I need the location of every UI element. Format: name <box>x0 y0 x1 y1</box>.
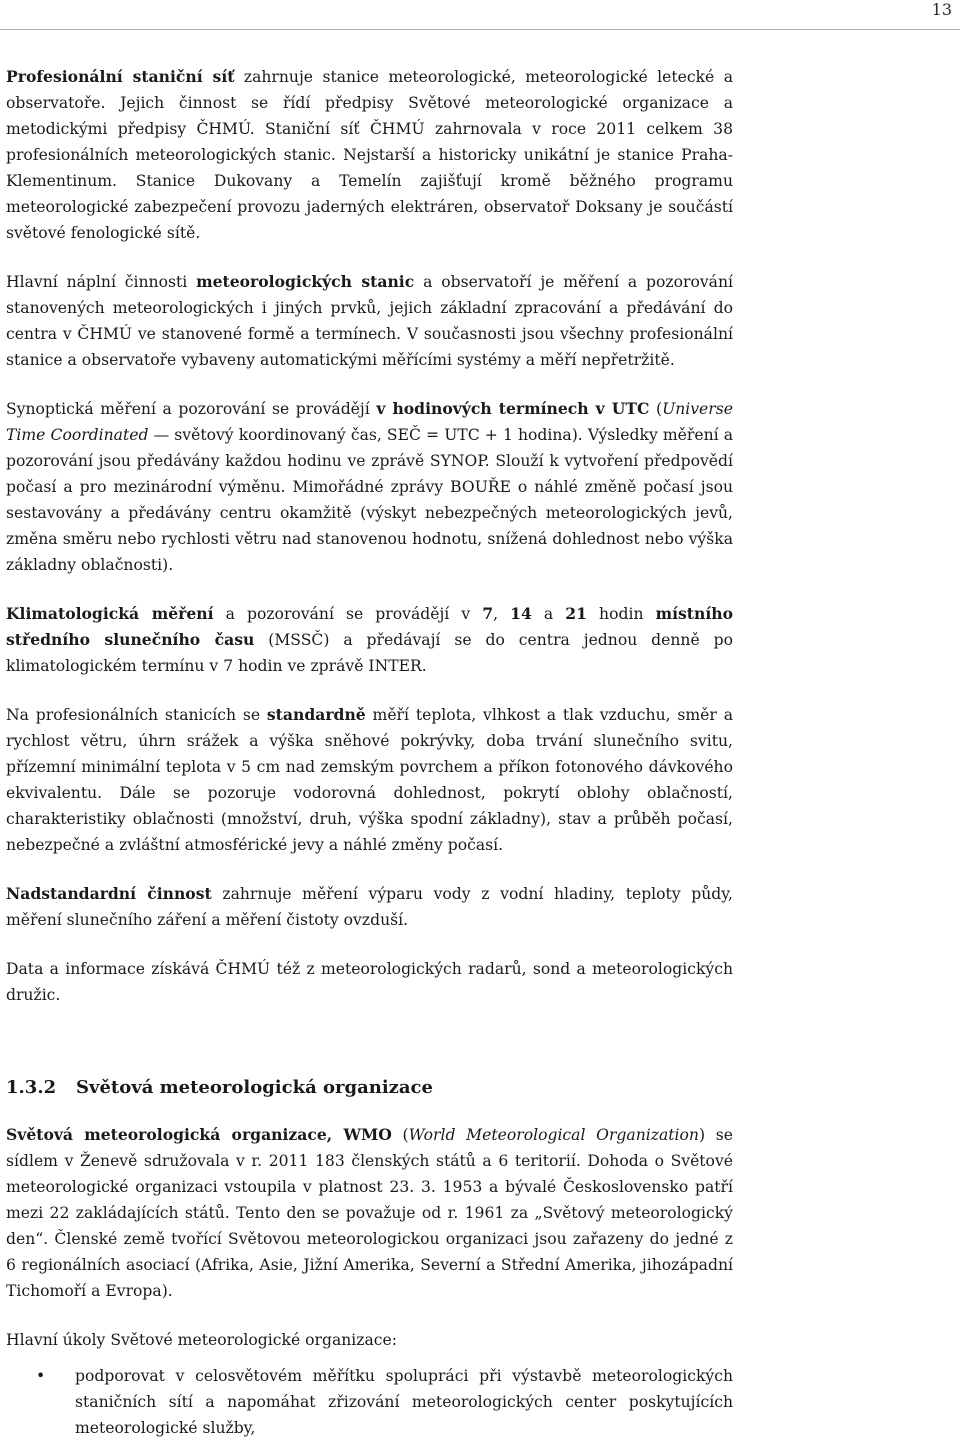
paragraph-extra-activity <box>6 881 733 933</box>
list-item-text: podporovat v celosvětovém měřítku spolupráci při výstavbě meteorologických staničních sítí a napomáhat zřizování meteorologických center poskytujících meteorologické služby, <box>75 1367 733 1437</box>
hour-14: 14 <box>510 604 532 623</box>
list-item <box>6 1363 733 1441</box>
paragraph-professional-network <box>6 64 733 246</box>
text: ( <box>391 1126 409 1144</box>
text: , <box>493 605 511 623</box>
text: a observatoří je měření a pozorování stanovených meteorologických i jiných prvků, jejich základní zpracování a předávání do centra v ČHMÚ ve stanovené formě a termínech. V současnosti jsou všechny profesionální stanice a observatoře vybaveny automatickými měřícími systémy a měří nepřetržitě. <box>6 273 733 369</box>
paragraph-station-duties <box>6 269 733 373</box>
term-professional-network: Profesionální staniční síť <box>6 67 235 86</box>
text: Hlavní úkoly Světové meteorologické organizace: <box>6 1331 398 1349</box>
text: zahrnuje stanice meteorologické, meteorologické letecké a observatoře. Jejich činnost se řídí předpisy Světové meteorologické organizace a metodickými předpisy ČHMÚ. Staniční síť ČHMÚ zahrnovala v roce 2011 celkem 38 profesionálních meteorologických stanic. Nejstarší a historicky unikátní je stanice Praha-Klementinum. Stanice Dukovany a Temelín zajišťují kromě běžného programu meteorologické zabezpečení provozu jaderných elektráren, observatoř Doksany je součástí světové fenologické sítě. <box>6 68 733 242</box>
paragraph-wmo-tasks-intro <box>6 1327 733 1353</box>
hour-7: 7 <box>482 604 494 623</box>
term-local-mean-solar-time: místního středního slunečního času <box>6 604 733 649</box>
text: hodin <box>586 605 656 623</box>
text: ) se sídlem v Ženevě sdružovala v r. 2011 183 členských států a 6 teritorií. Dohoda o Světové meteorologické organizaci vstoupila v platnost 23. 3. 1953 a bývalé Československo patří mezi 22 zakládajících států. Tento den se považuje od r. 1961 za „Světový meteorologický den“. Členské země tvořící Světovou meteorologickou organizaci jsou zařazeny do jedné z 6 regionálních asociací (Afrika, Asie, Jižní Amerika, Severní a Střední Amerika, jihozápadní Tichomoří a Evropa). <box>6 1126 733 1300</box>
section-heading <box>6 1076 733 1100</box>
term-climatological: Klimatologická měření <box>6 604 214 623</box>
term-extra-activity: Nadstandardní činnost <box>6 884 212 903</box>
paragraph-climatological <box>6 601 733 679</box>
text: a pozorování se provádějí v <box>213 605 483 623</box>
text: Hlavní náplní činnosti <box>6 273 197 291</box>
document-body <box>6 64 733 1441</box>
text: měří teplota, vlhkost a tlak vzduchu, směr a rychlost větru, úhrn srážek a výška sněhové pokrývky, doba trvání slunečního svitu, přízemní minimální teplota v 5 cm nad zemským povrchem a příkon fotonového dávkového ekvivalentu. Dále se pozoruje vodorovná dohlednost, pokrytí oblohy oblačností, charakteristiky oblačnosti (množství, druh, výška spodní základny), stav a průběh počasí, nebezpečné a zvláštní atmosférické jevy a náhlé změny počasí. <box>6 706 733 854</box>
term-hourly-utc: v hodinových termínech v UTC <box>376 399 650 418</box>
text: Synoptická měření a pozorování se provádějí <box>6 400 377 418</box>
hour-21: 21 <box>565 604 587 623</box>
text: Na profesionálních stanicích se <box>6 706 267 724</box>
section-title: Světová meteorologická organizace <box>76 1077 433 1098</box>
term-wmo: Světová meteorologická organizace, WMO <box>6 1125 392 1144</box>
paragraph-wmo <box>6 1122 733 1304</box>
bullet-marker: • <box>36 1367 46 1385</box>
term-wmo-english: World Meteorological Organization <box>408 1126 699 1144</box>
text: (MSSČ) a předávají se do centra jednou denně po klimatologickém termínu v 7 hodin ve zprávě INTER. <box>6 631 733 675</box>
wmo-tasks-list <box>6 1363 733 1441</box>
paragraph-standard-measurements <box>6 702 733 858</box>
text: — světový koordinovaný čas, SEČ = UTC + 1 hodina). Výsledky měření a pozorování jsou předávány každou hodinu ve zprávě SYNOP. Slouží k vytvoření předpovědí počasí a pro mezinárodní výměnu. Mimořádné zprávy BOUŘE o náhlé změně počasí jsou sestavovány a předávány centru okamžitě (výskyt nebezpečných meteorologických jevů, změna směru nebo rychlosti větru nad stanovenou hodnotu, snížená dohlednost nebo výška základny oblačnosti). <box>6 426 734 574</box>
term-meteorological-stations: meteorologických stanic <box>196 272 415 291</box>
paragraph-synoptic <box>6 396 733 578</box>
header-rule <box>0 29 960 30</box>
text: a <box>531 605 566 623</box>
page-number: 13 <box>931 0 952 19</box>
paragraph-data-sources <box>6 956 733 1008</box>
term-standard: standardně <box>266 705 366 724</box>
text: Data a informace získává ČHMÚ též z meteorologických radarů, sond a meteorologických družic. <box>6 960 733 1004</box>
text: ( <box>649 400 663 418</box>
section-number: 1.3.2 <box>6 1077 57 1098</box>
text: zahrnuje měření výparu vody z vodní hladiny, teploty půdy, měření slunečního záření a měření čistoty ovzduší. <box>6 885 733 929</box>
term-utc-english: Universe Time Coordinated <box>6 400 733 444</box>
